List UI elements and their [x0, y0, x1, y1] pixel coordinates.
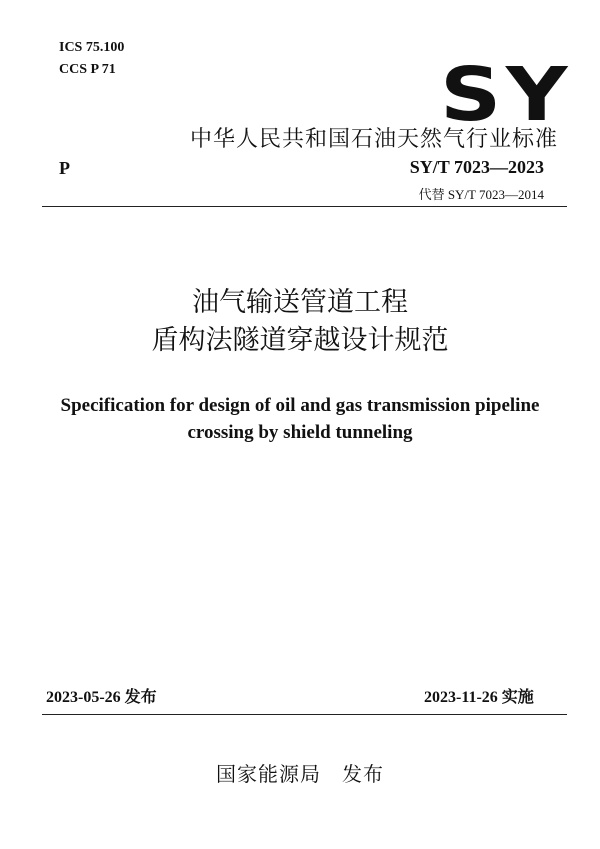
issue-date: 2023-05-26 发布 — [46, 689, 157, 706]
classification-code: P — [59, 158, 70, 178]
ics-code: ICS 75.100 — [59, 40, 125, 55]
chinese-title-line-1: 油气输送管道工程 — [192, 287, 408, 318]
top-divider — [42, 206, 567, 207]
ccs-code: CCS P 71 — [59, 62, 116, 77]
bottom-divider — [42, 714, 567, 715]
standard-number: SY/T 7023—2023 — [409, 157, 544, 177]
english-title-line-1: Specification for design of oil and gas transmission pipeline — [60, 395, 540, 416]
chinese-title-line-2: 盾构法隧道穿越设计规范 — [151, 325, 449, 356]
industry-standard-title: 中华人民共和国石油天然气行业标准 — [190, 127, 559, 152]
sy-logo: SY — [440, 52, 573, 138]
publisher: 国家能源局 发布 — [216, 762, 384, 786]
english-title-line-2: crossing by shield tunneling — [187, 422, 413, 443]
implementation-date: 2023-11-26 实施 — [424, 689, 534, 706]
replaces-note: 代替 SY/T 7023—2014 — [418, 187, 544, 202]
